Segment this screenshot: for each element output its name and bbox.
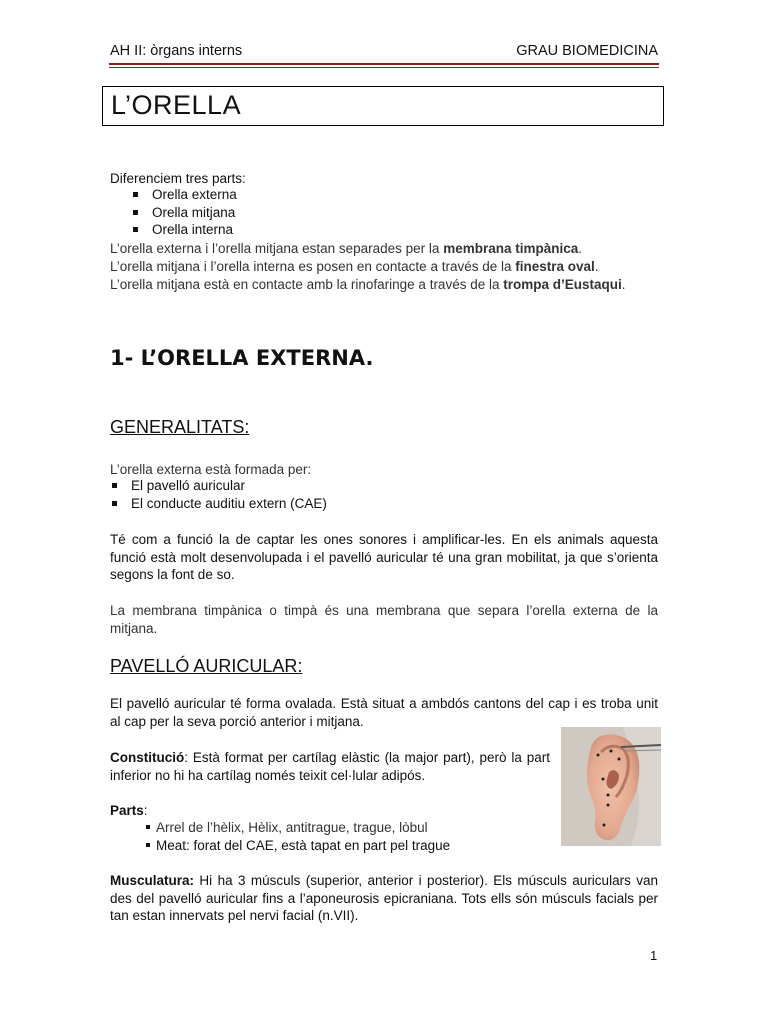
page-title: L’ORELLA: [111, 90, 242, 120]
bullet-icon: [146, 825, 150, 829]
intro-part: Orella mitjana: [133, 205, 235, 220]
header-rule-thin: [109, 67, 659, 68]
bullet-icon: [112, 483, 117, 488]
pavello-heading: PAVELLÓ AURICULAR:: [110, 656, 303, 676]
pavello-paragraph: El pavelló auricular té forma ovalada. Està situat a ambdós cantons del cap i es troba unit al cap per la seva porció anterior i mitjana.: [110, 696, 658, 729]
page-number: 1: [650, 948, 658, 963]
bullet-icon: [112, 501, 117, 506]
generalitats-item: El conducte auditiu extern (CAE): [112, 496, 327, 511]
header-left: AH II: òrgans interns: [110, 43, 243, 59]
bullet-icon: [133, 227, 138, 232]
generalitats-heading: GENERALITATS:: [110, 417, 250, 437]
ear-photo: [561, 727, 661, 846]
parts-label: Parts:: [110, 803, 148, 818]
ear-image: [561, 727, 661, 846]
bullet-icon: [133, 210, 138, 215]
bullet-icon: [133, 192, 138, 197]
generalitats-lead: L’orella externa està formada per:: [110, 462, 312, 477]
intro-part: Orella interna: [133, 222, 233, 237]
intro-part: Orella externa: [133, 187, 237, 202]
parts-item: Arrel de l’hèlix, Hèlix, antitrague, trague, lòbul: [146, 820, 428, 835]
section-title: 1- L’ORELLA EXTERNA.: [110, 346, 374, 370]
generalitats-paragraph: La membrana timpànica o timpà és una membrana que separa l’orella externa de la mitjana.: [110, 603, 658, 636]
musculatura-paragraph: Musculatura: Hi ha 3 músculs (superior, anterior i posterior). Els músculs auriculars van des del pavelló auricular fins a l’aponeurosis epicraniana. Tots ells són músculs facials per tan estan innervats pel nervi facial (n.VII).: [110, 873, 658, 923]
intro-sentence: L’orella mitjana està en contacte amb la rinofaringe a través de la trompa d’Eustaqui.: [110, 277, 626, 292]
intro-lead: Diferenciem tres parts:: [110, 171, 246, 186]
parts-item: Meat: forat del CAE, està tapat en part pel trague: [146, 838, 450, 853]
title-box: [102, 86, 664, 126]
generalitats-item: El pavelló auricular: [112, 478, 245, 493]
bullet-icon: [146, 843, 150, 847]
constitucio-paragraph: Constitució: Està format per cartílag elàstic (la major part), però la part inferior no hi ha cartílag només teixit cel·lular adipós.: [110, 750, 550, 783]
intro-sentence: L’orella mitjana i l’orella interna es posen en contacte a través de la finestra oval.: [110, 259, 599, 274]
generalitats-paragraph: Té com a funció la de captar les ones sonores i amplificar-les. En els animals aquesta funció està molt desenvolupada i el pavelló auricular té una gran mobilitat, ja que s’orienta segons la font de so.: [110, 532, 658, 582]
header-right: GRAU BIOMEDICINA: [516, 43, 658, 59]
header-rule: [109, 63, 659, 65]
intro-sentence: L’orella externa i l’orella mitjana estan separades per la membrana timpànica.: [110, 241, 583, 256]
